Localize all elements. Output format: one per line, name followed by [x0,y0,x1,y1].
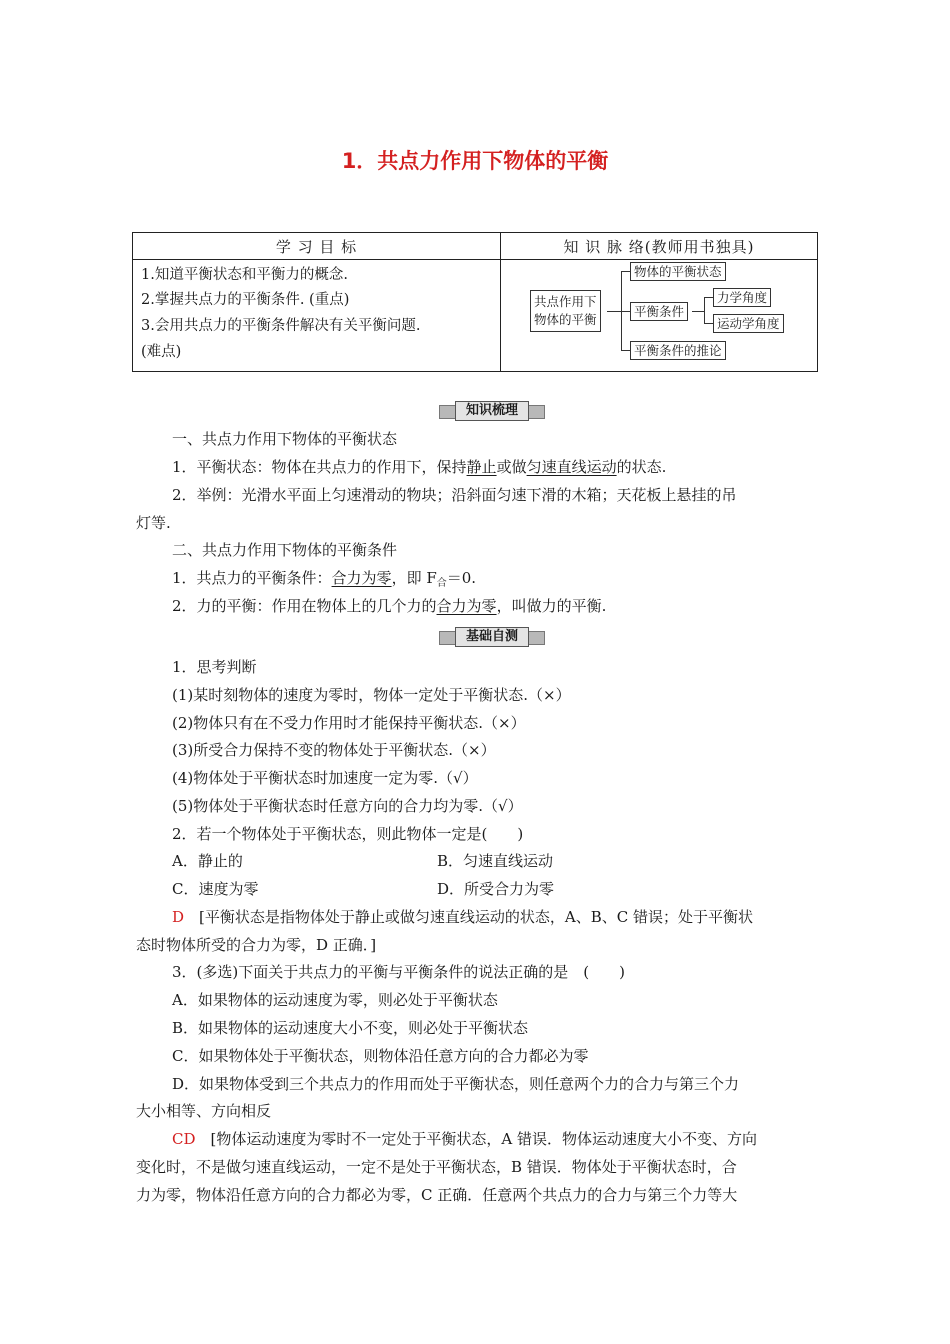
section-banner [439,627,545,647]
explanation [172,907,753,927]
question: 2．若一个物体处于平衡状态，则此物体一定是( ) [172,825,524,843]
option: A．如果物体的运动速度为零，则必处于平衡状态 [172,991,498,1009]
map-header: 知 识 脉 络(教师用书独具) [563,238,755,256]
goal-item: 2.掌握共点力的平衡条件. (重点) [141,292,350,308]
text: 1．平衡状态：物体在共点力的作用下，保持 [172,458,467,476]
map-connector [621,350,630,351]
option: B．匀速直线运动 [437,852,554,870]
map-connector [621,311,630,312]
goals-header: 学 习 目 标 [275,238,358,256]
underlined-answer: 合力为零 [331,569,392,587]
text: [平衡状态是指物体处于静止或做匀速直线运动的状态，A、B、C 错误；处于平衡状 [199,908,754,926]
map-connector [704,323,713,324]
option: C．如果物体处于平衡状态，则物体沿任意方向的合力都必为零 [172,1047,589,1065]
map-connector [621,271,630,272]
question: 1．思考判断 [172,658,257,676]
paragraph [172,596,606,616]
question: 3．(多选)下面关于共点力的平衡与平衡条件的说法正确的是 ( ) [172,963,625,981]
section-heading: 一、共点力作用下物体的平衡状态 [172,430,398,448]
option: A．静止的 [172,852,243,870]
judgment-item: (3)所受合力保持不变的物体处于平衡状态.（×） [172,741,496,759]
underlined-answer: 合力为零 [436,597,497,615]
paragraph: 灯等. [136,514,171,532]
judgment-item: (5)物体处于平衡状态时任意方向的合力均为零.（√） [172,797,523,815]
map-leaf: 力学角度 [713,288,771,307]
answer-letter: D [172,908,185,926]
text: 的状态. [616,458,667,476]
option: 大小相等、方向相反 [136,1102,272,1120]
text: ，即 F [391,569,437,587]
explanation: 态时物体所受的合力为零，D 正确．] [136,936,377,954]
section-heading: 二、共点力作用下物体的平衡条件 [172,541,398,559]
paragraph: 2．举例：光滑水平面上匀速滑动的物块；沿斜面匀速下滑的木箱；天花板上悬挂的吊 [172,486,737,504]
judgment-item: (2)物体只有在不受力作用时才能保持平衡状态.（×） [172,714,526,732]
goal-item: (难点) [141,344,182,360]
judgment-item: (4)物体处于平衡状态时加速度一定为零.（√） [172,769,478,787]
banner-label: 知识梳理 [455,401,529,421]
map-connector [704,297,705,323]
map-connector [607,311,621,312]
text: ＝0. [446,569,477,587]
option: D．所受合力为零 [437,880,555,898]
section-banner [439,401,545,421]
text: ，叫做力的平衡. [496,597,607,615]
paragraph [172,568,476,594]
text: 1．共点力的平衡条件： [172,569,332,587]
map-connector [704,297,713,298]
text: [物体运动速度为零时不一定处于平衡状态，A 错误．物体运动速度大小不变、方向 [210,1130,757,1148]
banner-label: 基础自测 [455,627,529,647]
option: D．如果物体受到三个共点力的作用而处于平衡状态，则任意两个力的合力与第三个力 [172,1075,740,1093]
objectives-table [132,232,818,372]
underlined-answer: 静止 [466,458,497,476]
map-branch: 平衡条件的推论 [630,341,726,360]
map-branch: 物体的平衡状态 [630,262,726,281]
text: 或做 [496,458,527,476]
answer-letter: CD [172,1130,196,1148]
paragraph [172,457,666,477]
option: B．如果物体的运动速度大小不变，则必处于平衡状态 [172,1019,529,1037]
page-title: 1．共点力作用下物体的平衡 [341,149,609,173]
map-root-line: 物体的平衡 [534,312,597,327]
judgment-item: (1)某时刻物体的速度为零时，物体一定处于平衡状态.（×） [172,686,571,704]
map-root-line: 共点作用下 [534,294,597,309]
explanation: 变化时，不是做匀速直线运动，一定不是处于平衡状态，B 错误．物体处于平衡状态时，合 [136,1158,737,1176]
underlined-answer: 匀速直线运动 [526,458,617,476]
text: 2．力的平衡：作用在物体上的几个力的 [172,597,437,615]
explanation [172,1129,757,1149]
explanation: 力为零，物体沿任意方向的合力都必为零，C 正确．任意两个共点力的合力与第三个力等大 [136,1186,738,1204]
option: C．速度为零 [172,880,259,898]
goal-item: 1.知道平衡状态和平衡力的概念. [141,267,348,283]
subscript: 合 [436,578,447,589]
map-leaf: 运动学角度 [713,314,784,333]
map-connector [692,311,704,312]
map-root [530,290,601,332]
goal-item: 3.会用共点力的平衡条件解决有关平衡问题. [141,318,421,334]
map-branch: 平衡条件 [630,302,688,321]
table-header-rule [133,259,817,260]
